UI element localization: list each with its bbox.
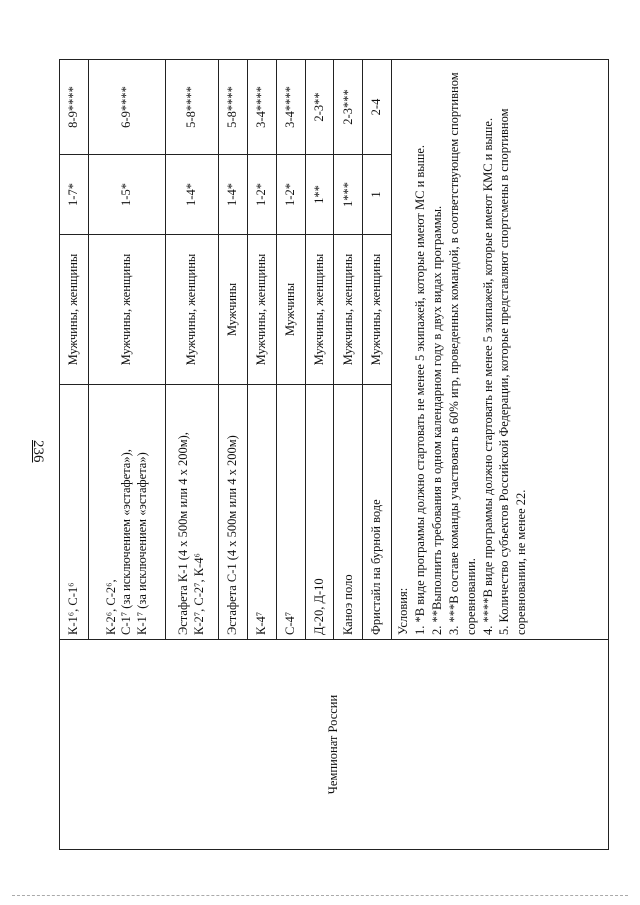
standards-table [59, 59, 609, 850]
group-cell: Мужчины, женщины [363, 235, 392, 385]
discipline-cell [334, 385, 363, 640]
places-cell: 1-4* [219, 155, 248, 235]
places-cell: 1-5* [88, 155, 165, 235]
discipline-line: К-2⁷, С-2⁷, К-4⁶ [192, 553, 207, 635]
page-number: 236 [30, 440, 46, 463]
group-cell: Мужчины, женщины [88, 235, 165, 385]
group-cell: Мужчины, женщины [334, 235, 363, 385]
group-cell: Мужчины [219, 235, 248, 385]
group-cell: Мужчины [276, 235, 305, 385]
discipline-cell [363, 385, 392, 640]
discipline-line: С-1⁷ (за исключением «эстафета»), [119, 449, 134, 635]
discipline-cell [276, 385, 305, 640]
group-cell: Мужчины, женщины [247, 235, 276, 385]
notes-cell [392, 60, 609, 640]
championship-cell: Чемпионат России [60, 640, 609, 850]
age-cell: 2-4 [363, 60, 392, 155]
age-cell: 8-9**** [60, 60, 89, 155]
note-item: 1. *В виде программы должно стартовать не менее 5 экипажей, которые имеют МС и выше. [413, 145, 428, 635]
discipline-line: С-4⁷ [282, 611, 297, 635]
group-cell: Мужчины, женщины [60, 235, 89, 385]
discipline-cell [88, 385, 165, 640]
discipline-line: К-4⁷ [254, 611, 269, 635]
table-row [60, 60, 89, 850]
age-cell: 5-8**** [166, 60, 219, 155]
discipline-line: Каноэ поло [340, 574, 355, 635]
age-cell: 3-4**** [247, 60, 276, 155]
discipline-cell [166, 385, 219, 640]
discipline-cell [219, 385, 248, 640]
age-cell: 5-8**** [219, 60, 248, 155]
age-cell: 2-3** [305, 60, 334, 155]
discipline-line: Фристайл на бурной воде [369, 499, 384, 635]
discipline-line: Д-20, Д-10 [311, 578, 326, 635]
age-cell: 6-9**** [88, 60, 165, 155]
places-cell: 1 [363, 155, 392, 235]
discipline-line: К-1⁷ (за исключением «эстафета») [134, 452, 149, 635]
group-cell: Мужчины, женщины [305, 235, 334, 385]
scan-dashed-line [12, 895, 628, 896]
discipline-cell [305, 385, 334, 640]
age-cell: 2-3*** [334, 60, 363, 155]
discipline-line: К-1⁶, С-1⁶ [66, 582, 81, 635]
note-item: 5. Количество субъектов Российской Федерации, которые представляют спортсмены в спортивном соревновании, не менее 22. [497, 108, 529, 635]
note-item: 4. ****В виде программы должно стартовать не менее 5 экипажей, которые имеют КМС и выше. [480, 117, 495, 635]
notes-heading: Условия: [396, 587, 411, 635]
rotated-table-container [59, 60, 609, 850]
places-cell: 1-4* [166, 155, 219, 235]
places-cell: 1-7* [60, 155, 89, 235]
places-cell: 1-2* [276, 155, 305, 235]
age-cell: 3-4**** [276, 60, 305, 155]
discipline-line: Эстафета К-1 (4 х 500м или 4 х 200м), [176, 432, 191, 635]
places-cell: 1-2* [247, 155, 276, 235]
discipline-line: К-2⁶, С-2⁶, [103, 579, 118, 635]
group-cell: Мужчины, женщины [166, 235, 219, 385]
note-item: 3. ***В составе команды участвовать в 60% игр, проведенных командой, в соответствующем спортивном соревновании. [446, 72, 478, 635]
discipline-line: Эстафета С-1 (4 х 500м или 4 х 200м) [225, 435, 240, 635]
note-item: 2. **Выполнить требования в одном календарном году в двух видах программы. [429, 205, 444, 635]
places-cell: 1*** [334, 155, 363, 235]
discipline-cell [247, 385, 276, 640]
discipline-cell [60, 385, 89, 640]
places-cell: 1** [305, 155, 334, 235]
